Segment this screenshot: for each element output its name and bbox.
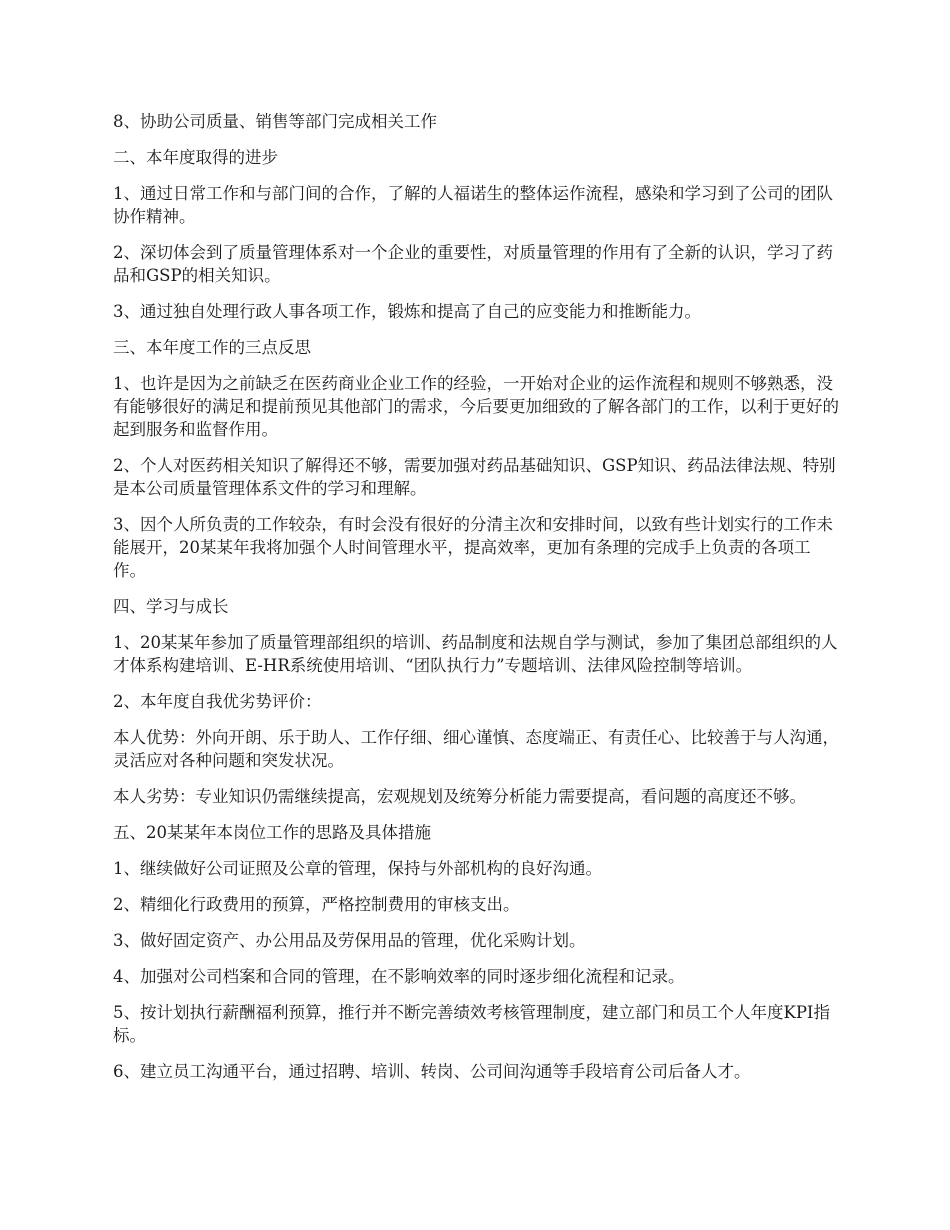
plan-item-5: 5、按计划执行薪酬福利预算，推行并不断完善绩效考核管理制度，建立部门和员工个人年度KPI指标。 [113, 1003, 830, 1045]
learning-item-2: 2、本年度自我优劣势评价： [113, 692, 322, 711]
section-heading-progress: 二、本年度取得的进步 [113, 148, 278, 167]
section-heading-learning: 四、学习与成长 [113, 597, 229, 616]
section-heading-plans: 五、20某某年本岗位工作的思路及具体措施 [113, 823, 431, 842]
plan-item-1: 1、继续做好公司证照及公章的管理，保持与外部机构的良好沟通。 [113, 859, 602, 878]
progress-item-3: 3、通过独自处理行政人事各项工作，锻炼和提高了自己的应变能力和推断能力。 [113, 302, 701, 321]
plan-item-2: 2、精细化行政费用的预算，严格控制费用的审核支出。 [113, 895, 520, 914]
learning-item-1: 1、20某某年参加了质量管理部组织的培训、药品制度和法规自学与测试，参加了集团总部组织的人才体系构建培训、E-HR系统使用培训、“团队执行力”专题培训、法律风险控制等培训。 [113, 633, 838, 675]
strengths-paragraph: 本人优势：外向开朗、乐于助人、工作仔细、细心谨慎、态度端正、有责任心、比较善于与人沟通，灵活应对各种问题和突发状况。 [113, 728, 839, 770]
document-page [113, 110, 843, 1096]
reflection-item-1: 1、也许是因为之前缺乏在医药商业企业工作的经验，一开始对企业的运作流程和规则不够熟悉，没有能够很好的满足和提前预见其他部门的需求，今后要更加细致的了解各部门的工作，以利于更好的起到服务和监督作用。 [113, 374, 839, 439]
reflection-item-2: 2、个人对医药相关知识了解得还不够，需要加强对药品基础知识、GSP知识、药品法律法规、特别是本公司质量管理体系文件的学习和理解。 [113, 456, 836, 498]
plan-item-3: 3、做好固定资产、办公用品及劳保用品的管理，优化采购计划。 [113, 931, 586, 950]
weaknesses-paragraph: 本人劣势：专业知识仍需继续提高，宏观规划及统筹分析能力需要提高，看问题的高度还不够。 [113, 787, 806, 806]
section-heading-reflections: 三、本年度工作的三点反思 [113, 338, 311, 357]
reflection-item-3: 3、因个人所负责的工作较杂，有时会没有很好的分清主次和安排时间，以致有些计划实行的工作未能展开，20某某年我将加强个人时间管理水平，提高效率，更加有条理的完成手上负责的各项工作。 [113, 515, 833, 580]
list-item-8-assist-departments: 8、协助公司质量、销售等部门完成相关工作 [113, 112, 437, 131]
progress-item-1: 1、通过日常工作和与部门间的合作，了解的人福诺生的整体运作流程，感染和学习到了公司的团队协作精神。 [113, 184, 833, 226]
plan-item-4: 4、加强对公司档案和合同的管理，在不影响效率的同时逐步细化流程和记录。 [113, 967, 685, 986]
plan-item-6: 6、建立员工沟通平台，通过招聘、培训、转岗、公司间沟通等手段培育公司后备人才。 [113, 1062, 751, 1081]
progress-item-2: 2、深切体会到了质量管理体系对一个企业的重要性，对质量管理的作用有了全新的认识，学习了药品和GSP的相关知识。 [113, 243, 833, 285]
